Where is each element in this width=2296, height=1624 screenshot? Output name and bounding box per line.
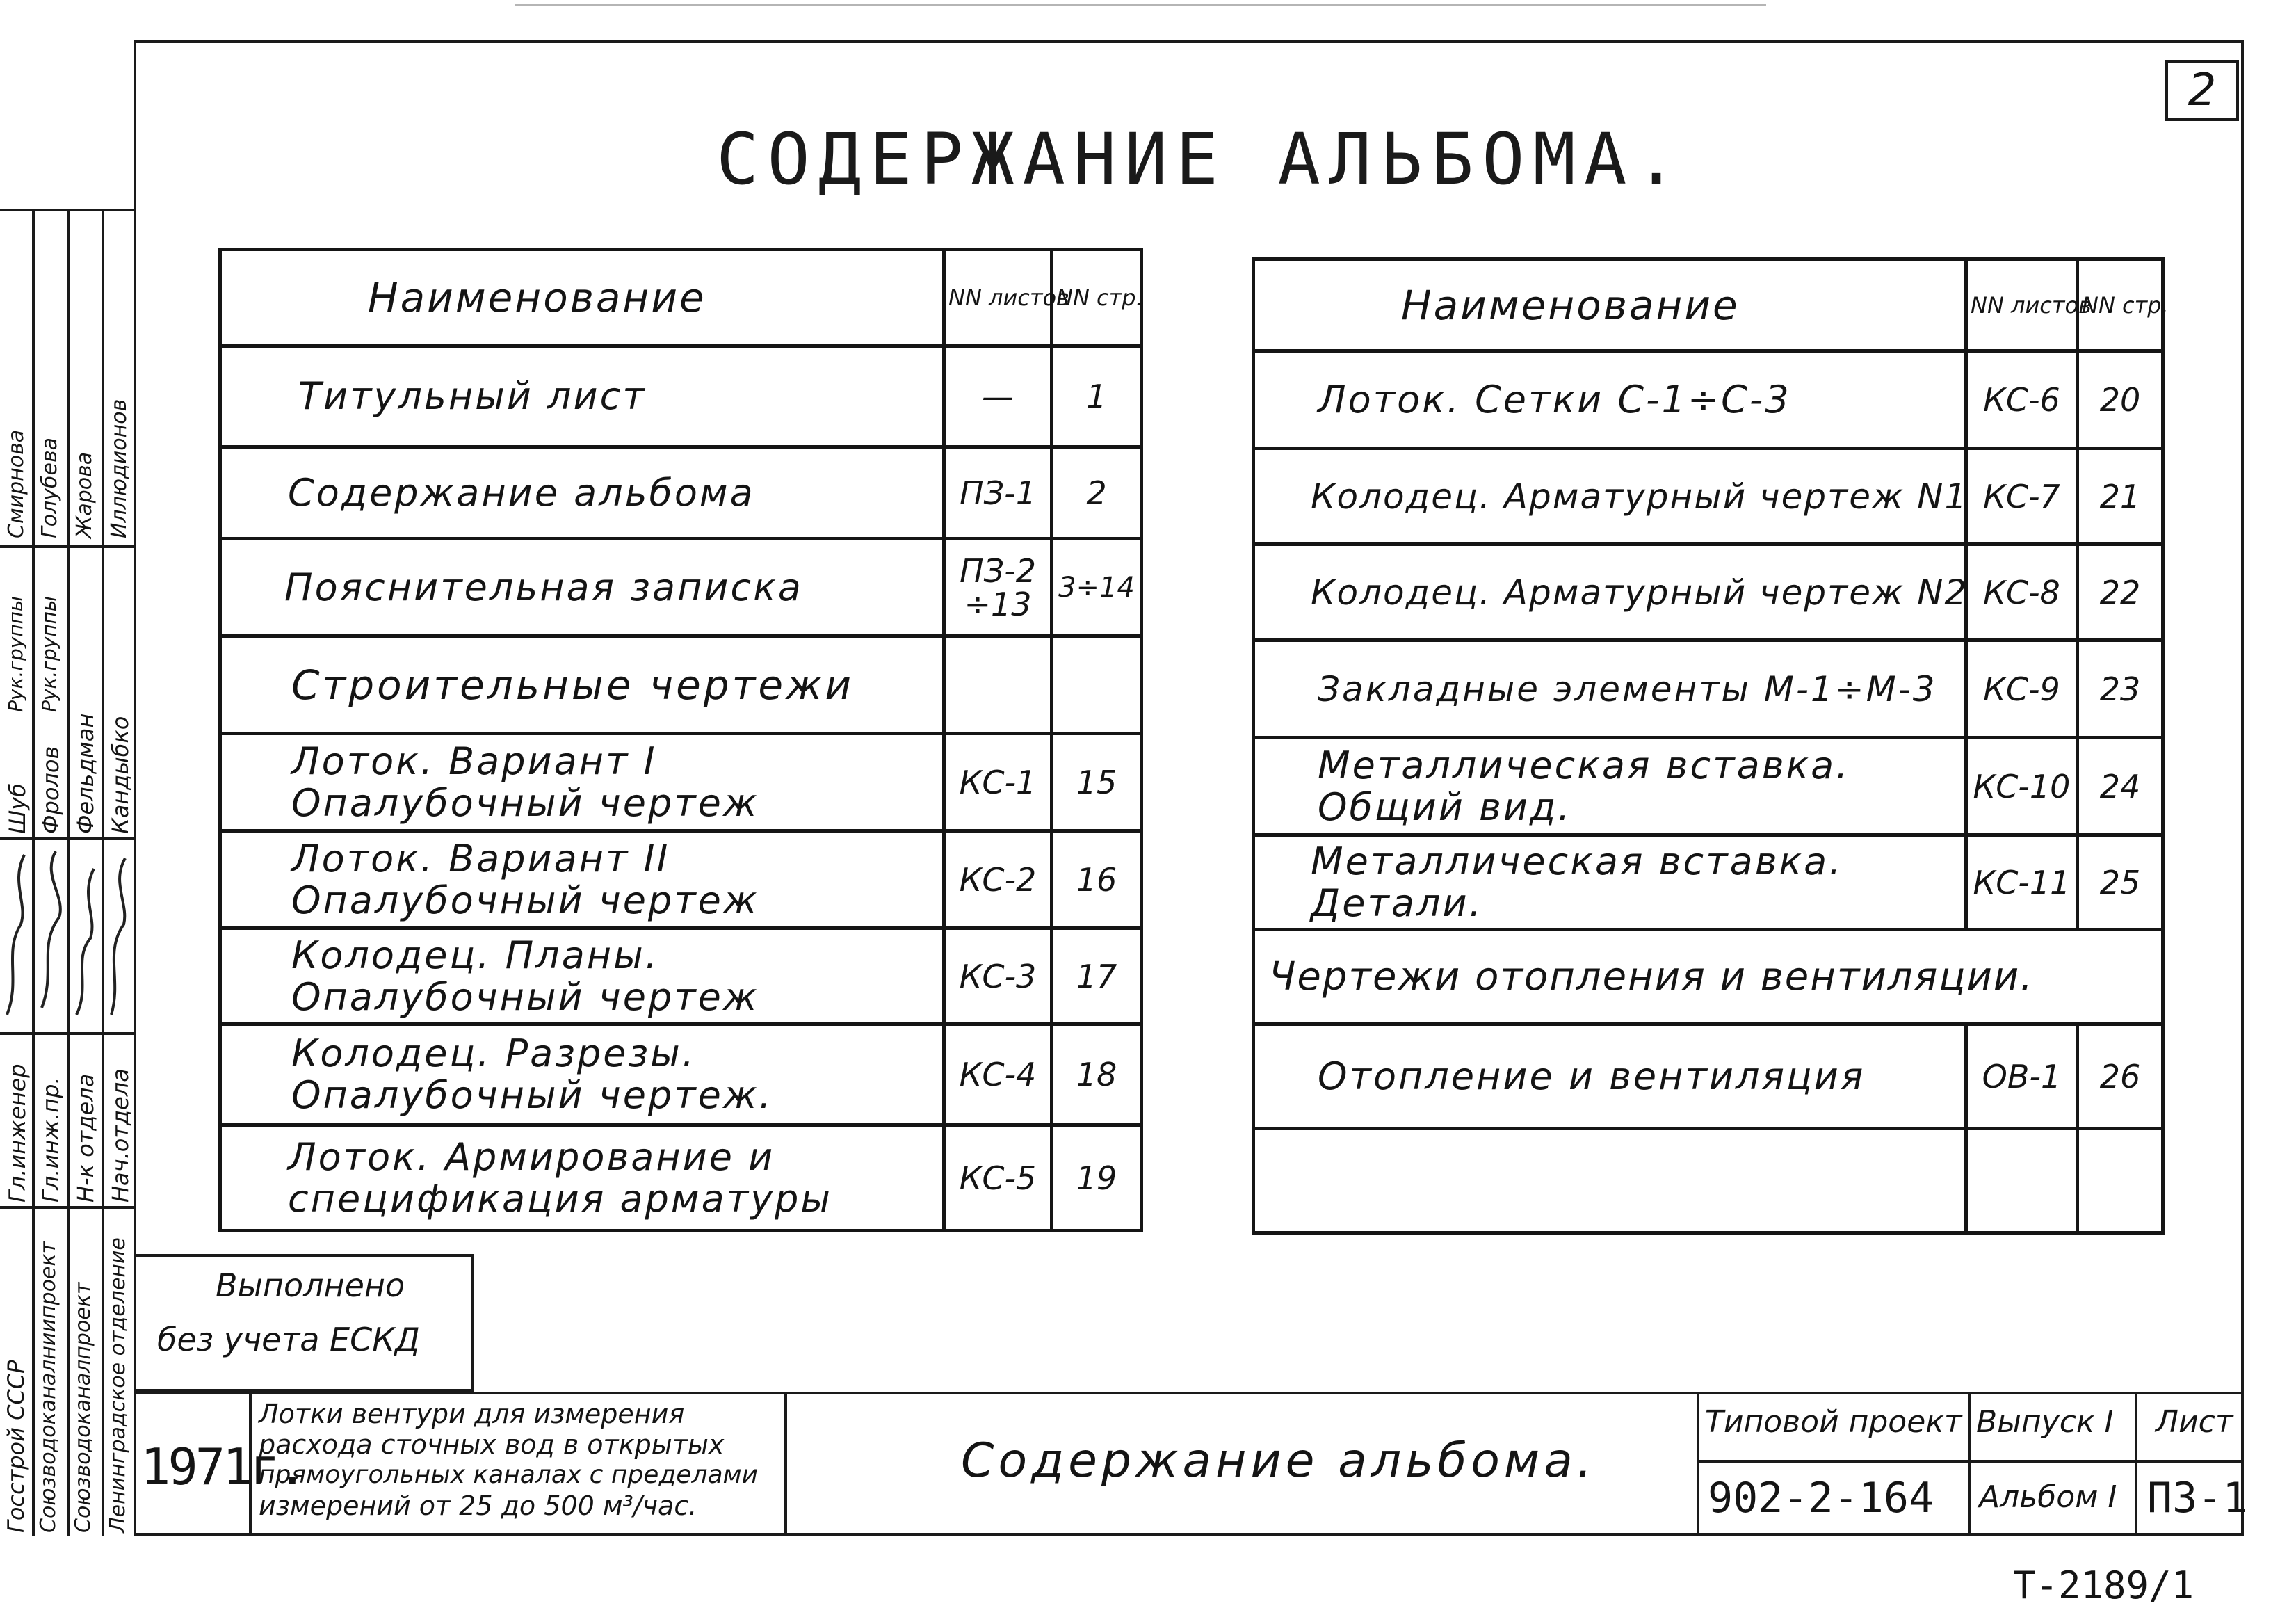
row-name: Колодец. Планы. [291,933,659,977]
table-row [1254,1024,2163,1129]
row-name-line2: Опалубочный чертеж [291,878,759,922]
side-name: Фельдман [72,713,99,834]
side-row-divider [0,1206,134,1209]
row-page: 26 [2078,1024,2163,1129]
row-page: 15 [1052,734,1142,831]
row-sheet: ОВ-1 [1966,1024,2078,1129]
table-row [1254,738,2163,835]
row-page: 18 [1052,1024,1142,1125]
row-page: 19 [1052,1125,1142,1231]
stamp-title-cell [787,1394,1699,1536]
section-heading: Строительные чертежи [220,636,944,734]
side-row-divider [0,837,134,840]
sheet-number: 2 [2188,65,2217,116]
header-name: Наименование [1254,259,1966,351]
stamp-sheet-cell [2137,1394,2248,1536]
row-name: Колодец. Разрезы. [291,1031,696,1075]
row-page: 2 [1052,447,1142,539]
sheet-number-box [2165,60,2239,121]
side-org: Госстрой СССР [3,1360,29,1533]
stamp-sheet-label: Лист [2156,1404,2233,1440]
side-name2: Смирнова [4,429,29,538]
stamp-year: 1971г. [140,1438,305,1496]
side-role: Н-к отдела [72,1073,99,1203]
title-block [134,1392,2248,1536]
row-sheet: КС-4 [944,1024,1052,1125]
row-page: 23 [2078,641,2163,738]
table-row [1254,449,2163,545]
side-role: Нач.отдела [107,1068,134,1203]
note-line2: без учета ЕСКД [157,1321,420,1358]
side-org: Союзводоканалпроект [71,1282,95,1533]
row-sheet: КС-10 [1966,738,2078,835]
table-row [220,1024,1142,1125]
side-role2: Рук.группы [4,595,27,712]
stamp-project-number: 902-2-164 [1708,1474,1934,1522]
row-page [2078,1129,2163,1233]
table-row [220,928,1142,1024]
side-name: Кандыбко [107,716,134,834]
row-name-line2: Детали. [1311,881,1483,925]
row-sheet [944,636,1052,734]
stamp-description-line: Лотки вентури для измерения [259,1399,685,1429]
row-page: 22 [2078,545,2163,641]
side-signature-block [0,209,136,1536]
row-name: Лоток. Сетки С-1÷С-3 [1254,351,1966,449]
side-org: Ленинградское отделение [106,1237,130,1533]
side-row-divider [0,545,134,548]
stamp-divider [2137,1460,2241,1463]
stamp-project-cell [1699,1394,1971,1536]
scan-edge-line [515,4,1766,6]
row-page: 3÷14 [1052,539,1142,636]
section-row [220,636,1142,734]
row-sheet: КС-11 [1966,835,2078,930]
header-name: Наименование [220,250,944,346]
row-name [1254,1129,1966,1233]
row-name: Закладные элементы М-1÷М-3 [1254,641,1966,738]
table-row [1254,545,2163,641]
row-name-line2: Общий вид. [1318,785,1572,829]
row-name: Содержание альбома [220,447,944,539]
row-page: 17 [1052,928,1142,1024]
side-name: Фролов [38,746,64,834]
stamp-divider [1971,1460,2135,1463]
stamp-year-cell [134,1394,305,1536]
stamp-description-line: расхода сточных вод в открытых [259,1429,725,1460]
row-name: Металлическая вставка. [1311,839,1843,883]
side-org: Союзводоканалниипроект [36,1241,60,1533]
row-name-line2: Опалубочный чертеж [291,974,759,1019]
footer-code: Т-2189/1 [2013,1563,2194,1607]
row-sheet: — [944,346,1052,447]
row-sheet: ПЗ-1 [944,447,1052,539]
row-sheet: КС-7 [1966,449,2078,545]
table-row [1254,351,2163,449]
row-name: Титульный лист [220,346,944,447]
header-sheets: NN листов [944,250,1052,346]
table-header-row [220,250,1142,346]
side-name: Шуб [4,783,31,834]
row-name: Лоток. Вариант I [291,739,657,783]
row-sheet: ПЗ-2 ÷13 [944,539,1052,636]
row-page: 16 [1052,831,1142,928]
stamp-issue-label: Выпуск I [1976,1404,2114,1440]
row-name: Колодец. Арматурный чертеж N2 [1254,545,1966,641]
row-name: Колодец. Арматурный чертеж N1 [1254,449,1966,545]
side-row-divider [0,1032,134,1035]
section-row [1254,930,2163,1024]
page-title: СОДЕРЖАНИЕ АЛЬБОМА. [716,118,1686,201]
table-row [220,539,1142,636]
header-pages: NN стр. [1052,250,1142,346]
row-page [1052,636,1142,734]
row-name: Отопление и вентиляция [1254,1024,1966,1129]
stamp-description-line: измерений от 25 до 500 м³/час. [259,1490,697,1521]
stamp-issue-cell [1971,1394,2137,1536]
row-page: 20 [2078,351,2163,449]
signature-scribbles [0,841,134,1029]
row-name: Металлическая вставка. [1318,743,1850,787]
row-page: 24 [2078,738,2163,835]
table-row [1254,641,2163,738]
stamp-divider [1699,1460,1968,1463]
stamp-sheet-title: Содержание альбома. [961,1433,1596,1488]
row-name-line2: Опалубочный чертеж [291,780,759,825]
table-row [1254,835,2163,930]
table-row [220,346,1142,447]
row-sheet: КС-2 [944,831,1052,928]
row-sheet: КС-8 [1966,545,2078,641]
row-name: Пояснительная записка [220,539,944,636]
table-row [220,1125,1142,1231]
stamp-album-label: Альбом I [1979,1479,2117,1515]
signature-icon [0,841,134,1029]
side-name2: Голубева [38,437,62,538]
side-name2: Жарова [72,451,97,538]
row-sheet: КС-9 [1966,641,2078,738]
side-role: Гл.инж.пр. [38,1077,64,1203]
row-sheet: КС-1 [944,734,1052,831]
stamp-project-label: Типовой проект [1705,1404,1962,1440]
row-sheet: КС-5 [944,1125,1052,1231]
side-name2: Иллюдионов [107,399,131,538]
stamp-description-cell [252,1394,787,1536]
stamp-description-line: прямоугольных каналах с пределами [259,1461,759,1489]
side-role: Гл.инженер [4,1063,31,1203]
header-pages: NN стр. [2078,259,2163,351]
left-contents-table [218,248,1143,1232]
table-header-row [1254,259,2163,351]
row-name: Лоток. Вариант II [291,836,670,881]
row-page: 1 [1052,346,1142,447]
table-row [220,831,1142,928]
section-heading: Чертежи отопления и вентиляции. [1254,930,2163,1024]
table-row [1254,1129,2163,1233]
row-name-line2: спецификация арматуры [288,1176,833,1221]
note-line1: Выполнено [216,1267,405,1304]
row-sheet: КС-3 [944,928,1052,1024]
row-sheet [1966,1129,2078,1233]
row-name: Лоток. Армирование и [288,1134,775,1179]
row-page: 21 [2078,449,2163,545]
stamp-sheet-code: ПЗ-1 [2147,1474,2248,1522]
eskd-note-box [134,1254,474,1392]
side-role2: Рук.группы [38,595,60,712]
right-contents-table [1252,257,2169,1235]
row-name-line2: Опалубочный чертеж. [291,1073,773,1117]
row-page: 25 [2078,835,2163,930]
row-sheet: КС-6 [1966,351,2078,449]
table-row [220,734,1142,831]
header-sheets: NN листов [1966,259,2078,351]
table-row [220,447,1142,539]
